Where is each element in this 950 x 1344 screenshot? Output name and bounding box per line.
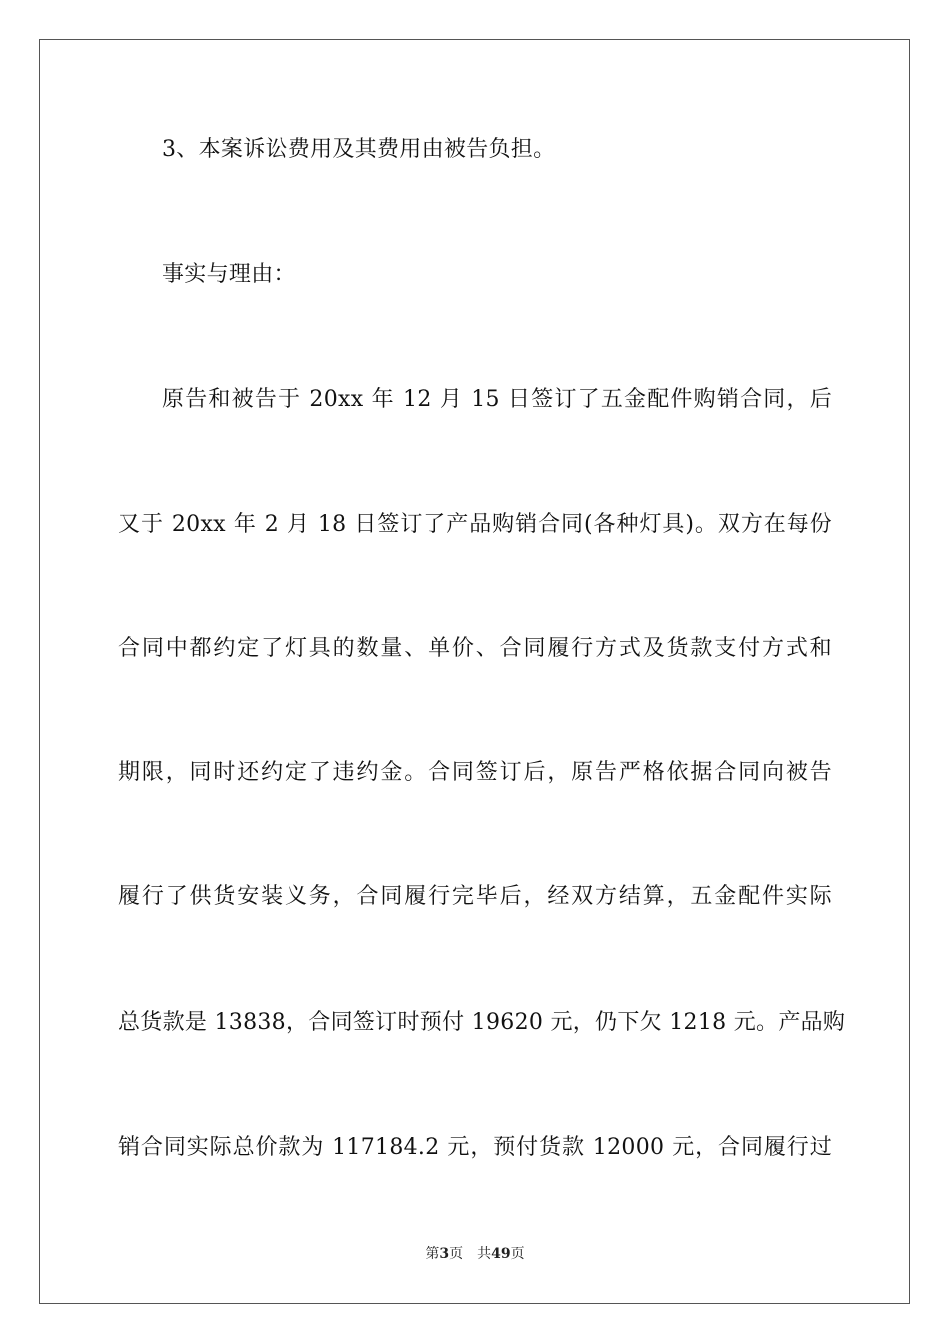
paragraph-line-6: 期限，同时还约定了违约金。合同签订后，原告严格依据合同向被告 [118,760,832,785]
paragraph-line-1: 3、本案诉讼费用及其费用由被告负担。 [162,137,556,162]
page-footer [0,1244,950,1264]
footer-total-prefix: 共 [477,1246,492,1262]
paragraph-line-5: 合同中都约定了灯具的数量、单价、合同履行方式及货款支付方式和 [118,636,832,661]
footer-total-suffix: 页 [510,1246,525,1262]
paragraph-line-7: 履行了供货安装义务，合同履行完毕后，经双方结算，五金配件实际 [118,884,832,909]
paragraph-line-9: 销合同实际总价款为 117184.2 元，预付货款 12000 元，合同履行过 [118,1135,832,1160]
paragraph-line-8: 总货款是 13838，合同签订时预付 19620 元，仍下欠 1218 元。产品购 [118,1010,846,1035]
page-border [39,39,910,1304]
section-heading-facts: 事实与理由： [162,262,296,287]
footer-total-pages: 49 [491,1246,511,1262]
footer-page-number: 3 [439,1246,450,1262]
footer-page-suffix: 页 [449,1246,464,1262]
paragraph-line-3: 原告和被告于 20xx 年 12 月 15 日签订了五金配件购销合同，后 [162,387,832,412]
footer-page-prefix: 第 [425,1246,440,1262]
paragraph-line-4: 又于 20xx 年 2 月 18 日签订了产品购销合同(各种灯具)。双方在每份 [118,512,832,537]
